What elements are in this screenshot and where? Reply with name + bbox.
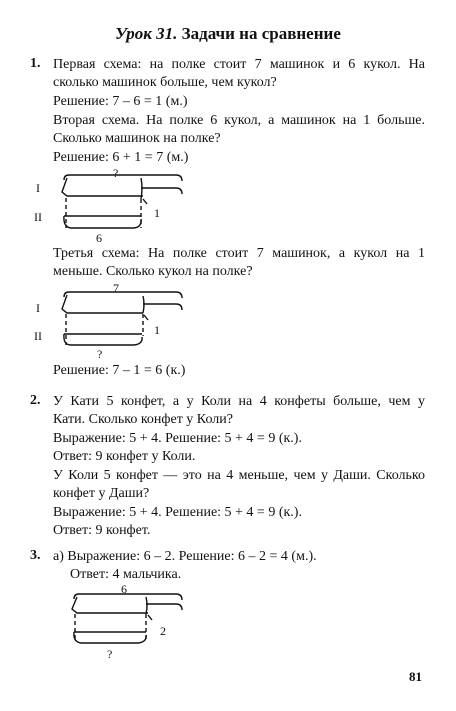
diagram-3-top-label: 7 [113,281,119,295]
task-1-number: 1. [30,56,41,71]
diagram-3-bottom-label: ? [97,347,103,361]
diagram-2-scheme [62,175,182,228]
diagram-3-row-1-label: I [36,301,40,315]
task-1-line-3: Решение: 7 – 6 = 1 (м.) [53,94,188,109]
task-2-line-1: У Кати 5 конфет, а у Коли на 4 конфеты больше, чем у [53,394,425,409]
lesson-number: Урок 31. [115,24,178,43]
task-2-line-3: Выражение: 5 + 4. Решение: 5 + 4 = 9 (к.). [53,431,302,446]
task-1-line-4: Вторая схема. На полке 6 кукол, а машинок на 1 больше. [53,113,425,128]
diagram-4-bottom-label: ? [107,647,113,661]
task-1-line-1: Первая схема: на полке стоит 7 машинок и 6 кукол. На [53,57,425,72]
diagram-2-diff-label: 1 [154,206,160,220]
task-1-solution-3: Решение: 7 – 1 = 6 (к.) [53,363,186,378]
task-2-line-4: Ответ: 9 конфет у Коли. [53,449,196,464]
task-3-line-1: а) Выражение: 6 – 2. Решение: 6 – 2 = 4 (м.). [53,549,317,564]
diagram-2-top-label: ? [113,166,119,180]
page-number: 81 [409,669,422,684]
task-2-number: 2. [30,393,41,408]
diagram-2-row-1-label: I [36,181,40,195]
task-2-line-2: Кати. Сколько конфет у Коли? [53,412,233,427]
task-2-line-7: Выражение: 5 + 4. Решение: 5 + 4 = 9 (к.). [53,505,302,520]
task-2-line-6: конфет у Даши? [53,486,150,501]
diagram-2-bottom-label: 6 [96,231,102,245]
task-3-line-2: Ответ: 4 мальчика. [70,567,182,582]
task-2-line-8: Ответ: 9 конфет. [53,523,151,538]
diagram-4-top-label: 6 [121,582,127,596]
page-title [0,24,456,44]
diagram-2-row-2-label: II [34,210,42,224]
task-2-line-5: У Коли 5 конфет — это на 4 меньше, чем у Даши. Сколько [53,468,425,483]
diagram-3-diff-label: 1 [154,323,160,337]
lesson-topic: Задачи на сравнение [177,24,341,43]
diagram-4-diff-label: 2 [160,624,166,638]
task-1-line-7: Третья схема: На полке стоит 7 машинок, а кукол на 1 [53,246,425,261]
task-1-line-8: меньше. Сколько кукол на полке? [53,264,253,279]
task-1-line-5: Сколько машинок на полке? [53,131,221,146]
task-1-line-6: Решение: 6 + 1 = 7 (м.) [53,150,189,165]
task-3-number: 3. [30,548,41,563]
task-1-line-2: сколько машинок больше, чем кукол? [53,75,277,90]
diagram-3-row-2-label: II [34,329,42,343]
diagram-3-scheme [62,292,182,345]
